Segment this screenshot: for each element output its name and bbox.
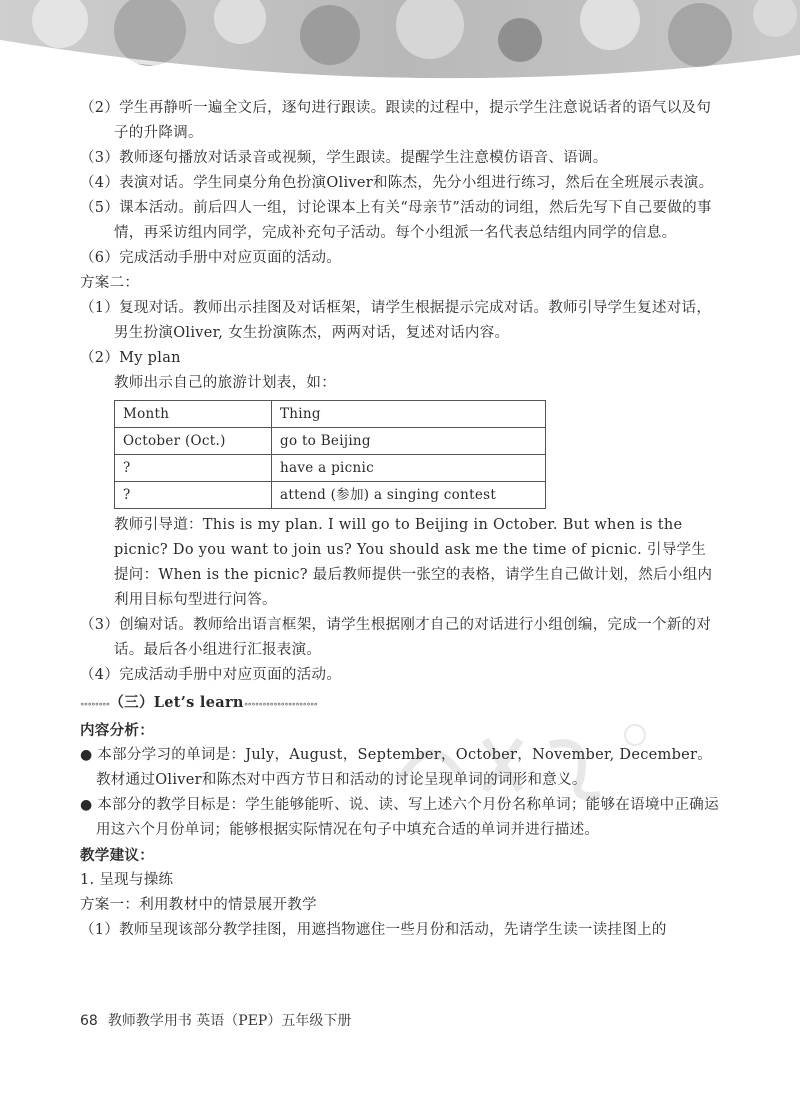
- teaching-suggestions-heading: 教学建议：: [80, 847, 154, 864]
- travel-plan-table: [114, 400, 546, 509]
- plan-two-heading: 方案二：: [80, 275, 140, 291]
- page-number: 68: [80, 1013, 98, 1029]
- present-and-practice: 1. 呈现与操练: [80, 872, 174, 888]
- decorative-header-band: [0, 0, 800, 95]
- book-title: 教师教学用书 英语（PEP）五年级下册: [107, 1013, 352, 1029]
- plan-one-heading: 方案一：利用教材中的情景展开教学: [80, 897, 317, 913]
- section-title-text: （三）Let’s learn: [109, 694, 244, 711]
- plan-two-step-4: （4）完成活动手册中对应页面的活动。: [80, 667, 342, 683]
- table-header-month: Month: [115, 401, 272, 428]
- table-row: [115, 482, 546, 509]
- bullet-objectives: [80, 793, 720, 843]
- decorative-dots-right: ∘∘∘∘∘∘∘∘∘∘∘∘∘∘∘∘∘∘∘∘: [243, 700, 318, 710]
- paragraph-4-act: （4）表演对话。学生同桌分角色扮演Oliver和陈杰，先分小组进行练习，然后在全班展示表演。: [80, 175, 714, 191]
- page-footer: [80, 1010, 351, 1030]
- plan-two-step-1: （1）复现对话。教师出示挂图及对话框架，请学生根据提示完成对话。教师引导学生复述对话，男生扮演Oliver, 女生扮演陈杰，两两对话，复述对话内容。: [80, 300, 712, 341]
- bullet-vocabulary: [80, 743, 720, 793]
- section-title-lets-learn: [80, 690, 720, 718]
- bullet-text: 本部分学习的单词是：July，August，September，October，November, December。教材通过Oliver和陈杰对中西方节日和活动的讨论呈现单词的词形和意义。: [96, 747, 713, 788]
- content-analysis-heading: 内容分析：: [80, 722, 154, 739]
- page-content: [80, 96, 720, 943]
- bullet-icon: ●: [80, 797, 98, 813]
- table-cell: ?: [115, 455, 272, 482]
- paragraph-5-activity: （5）课本活动。前后四人一组，讨论课本上有关“母亲节”活动的词组，然后先写下自己要做的事情，再采访组内同学，完成补充句子活动。每个小组派一名代表总结组内同学的信息。: [80, 200, 712, 241]
- table-header-thing: Thing: [272, 401, 546, 428]
- table-cell: ?: [115, 482, 272, 509]
- table-cell: go to Beijing: [272, 428, 546, 455]
- teacher-guidance: 教师引导道：This is my plan. I will go to Beijing in October. But when is the picnic? Do you want to join us? You should ask me the time of picnic. 引导学生提问：When is the picnic? 最后教师提供一张空的表格，请学生自己做计划，然后小组内利用目标句型进行问答。: [114, 517, 713, 608]
- bullet-text: 本部分的教学目标是：学生能够能听、说、读、写上述六个月份名称单词；能够在语境中正确运用这六个月份单词；能够根据实际情况在句子中填充合适的单词并进行描述。: [96, 797, 719, 838]
- plan-two-step-3: （3）创编对话。教师给出语言框架，请学生根据刚才自己的对话进行小组创编，完成一个新的对话。最后各小组进行汇报表演。: [80, 617, 712, 658]
- table-row: [115, 455, 546, 482]
- plan-two-step-2-intro: 教师出示自己的旅游计划表，如：: [114, 375, 336, 391]
- paragraph-6-workbook: （6）完成活动手册中对应页面的活动。: [80, 250, 342, 266]
- table-cell: October (Oct.): [115, 428, 272, 455]
- decorative-dots-left: ∘∘∘∘∘∘∘∘: [80, 700, 110, 710]
- table-row: [115, 428, 546, 455]
- plan-one-step-1: （1）教师呈现该部分教学挂图，用遮挡物遮住一些月份和活动，先请学生读一读挂图上的: [80, 922, 667, 938]
- plan-two-step-2: （2）My plan: [80, 350, 181, 366]
- table-cell: attend (参加) a singing contest: [272, 482, 546, 509]
- bullet-icon: ●: [80, 747, 98, 763]
- paragraph-2-listen: （2）学生再静听一遍全文后，逐句进行跟读。跟读的过程中，提示学生注意说话者的语气以及句子的升降调。: [80, 100, 712, 141]
- table-cell: have a picnic: [272, 455, 546, 482]
- paragraph-3-play: （3）教师逐句播放对话录音或视频，学生跟读。提醒学生注意模仿语音、语调。: [80, 150, 608, 166]
- table-header-row: [115, 401, 546, 428]
